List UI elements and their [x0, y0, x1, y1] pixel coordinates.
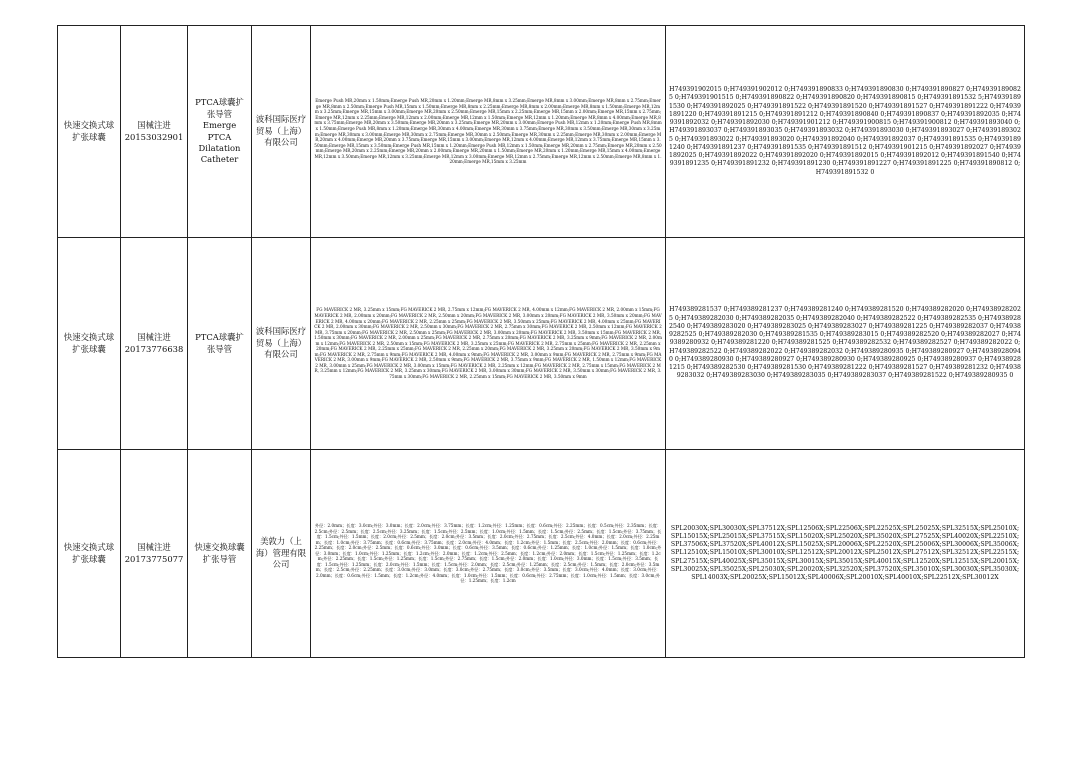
registration-number: 国械注进20153032901 [121, 26, 188, 238]
spec-list: Emerge Push MR,20mm x 1.50mm;Emerge Push MR,20mm x 1.20mm;Emerge MR,8mm x 3.25mm;Emerge MR,8mm x 3.00mm;Emerge MR,8mm x 2.75mm;Emerge MR,8mm x 2.50mm;Emerge Push MR,15mm x 1.50mm;Emerge MR,8mm x 2.25mm;Emerge MR,8mm x 2.00mm;Emerge MR,8mm x 1.50mm;Emerge MR,12mm x 3.25mm;Emerge MR,15mm x 3.00mm;Emerge MR,20mm x 2.50mm;Emerge MR,15mm x 2.25mm;Emerge MR,15mm x 2.00mm;Emerge MR,15mm x 2.75mm;Emerge MR,12mm x 2.25mm;Emerge MR,12mm x 2.00mm;Emerge MR,12mm x 1.50mm;Emerge MR,12mm x 1.20mm;Emerge MR,8mm x 4.00mm;Emerge MR,8mm x 3.75mm;Emerge MR,20mm x 3.50mm;Emerge MR,20mm x 3.25mm;Emerge MR,20mm x 3.00mm;Emerge Push MR,12mm x 1.20mm;Emerge Push MR,8mm x 1.50mm;Emerge Push MR,8mm x 1.20mm;Emerge MR,30mm x 4.00mm;Emerge MR,30mm x 3.75mm;Emerge MR,30mm x 3.50mm;Emerge MR,30mm x 3.25mm;Emerge MR,30mm x 3.00mm;Emerge MR,30mm x 2.75mm;Emerge MR,30mm x 2.50mm;Emerge MR,30mm x 2.25mm;Emerge MR,30mm x 2.00mm;Emerge MR,20mm x 4.00mm;Emerge MR,20mm x 3.75mm;Emerge MR,15mm x 3.00mm;Emerge MR,12mm x 4.00mm;Emerge MR,12mm x 3.75mm;Emerge MR,15mm x 3.50mm;Emerge MR,15mm x 3.50mm;Emerge Push MR,15mm x 1.20mm;Emerge Push MR,12mm x 1.50mm;Emerge MR,20mm x 2.75mm;Emerge MR,20mm x 2.50mm;Emerge MR,20mm x 2.25mm;Emerge MR,20mm x 2.00mm;Emerge MR,20mm x 1.50mm;Emerge MR,20mm x 1.20mm;Emerge MR,15mm x 4.00mm;Emerge MR,12mm x 3.50mm;Emerge MR,12mm x 3.25mm;Emerge MR,12mm x 3.00mm;Emerge MR,12mm x 2.75mm;Emerge MR,12mm x 2.50mm;Emerge MR,8mm x 1.20mm;Emerge MR,15mm x 3.25mm [311, 26, 666, 238]
spec-list: FG MAVERICK 2 MR, 3.25mm x 15mm;FG MAVERICK 2 MR, 2.75mm x 12mm;FG MAVERICK 2 MR, 4.00mm x 12mm;FG MAVERICK 2 MR, 2.00mm x 15mm;FG MAVERICK 2 MR, 2.00mm x 20mm;FG MAVERICK 2 MR, 2.50mm x 20mm;FG MAVERICK 2 MR, 3.00mm x 20mm;FG MAVERICK 2 MR, 3.50mm x 20mm;FG MAVERICK 2 MR, 4.00mm x 20mm;FG MAVERICK 2 MR, 2.25mm x 25mm;FG MAVERICK 2 MR, 3.50mm x 25mm;FG MAVERICK 2 MR, 4.00mm x 25mm;FG MAVERICK 2 MR, 2.00mm x 30mm;FG MAVERICK 2 MR, 2.50mm x 30mm;FG MAVERICK 2 MR, 2.75mm x 30mm;FG MAVERICK 2 MR, 2.50mm x 12mm;FG MAVERICK 2 MR, 3.75mm x 20mm;FG MAVERICK 2 MR, 2.50mm x 25mm;FG MAVERICK 2 MR, 3.00mm x 20mm;FG MAVERICK 2 MR, 3.50mm x 15mm;FG MAVERICK 2 MR, 1.50mm x 30mm;FG MAVERICK 2 MR, 2.00mm x 25mm;FG MAVERICK 2 MR, 2.75mm x 20mm;FG MAVERICK 2 MR, 3.25mm x 9mm;FG MAVERICK 2 MR, 2.00mm x 12mm;FG MAVERICK 2 MR, 2.50mm x 15mm;FG MAVERICK 2 MR, 3.25mm x 25mm;FG MAVERICK 2 MR, 2.75mm x 25mm;FG MAVERICK 2 MR, 2.25mm x 20mm;FG MAVERICK 2 MR, 2.25mm x 25mm;FG MAVERICK 2 MR, 2.25mm x 20mm;FG MAVERICK 2 MR, 3.25mm x 20mm;FG MAVERICK 2 MR, 3.50mm x 9mm;FG MAVERICK 2 MR, 2.75mm x 9mm;FG MAVERICK 2 MR, 4.00mm x 9mm;FG MAVERICK 2 MR, 3.00mm x 9mm;FG MAVERICK 2 MR, 2.75mm x 9mm;FG MAVERICK 2 MR, 3.00mm x 9mm;FG MAVERICK 2 MR, 2.50mm x 9mm;FG MAVERICK 2 MR, 3.75mm x 9mm;FG MAVERICK 2 MR, 1.50mm x 12mm;FG MAVERICK 2 MR, 3.00mm x 25mm;FG MAVERICK 2 MR, 3.00mm x 15mm;FG MAVERICK 2 MR, 2.25mm x 12mm;FG MAVERICK 2 MR, 2.75mm x 15mm;FG MAVERICK 2 MR, 3.25mm x 12mm;FG MAVERICK 2 MR, 3.25mm x 30mm;FG MAVERICK 2 MR, 3.00mm x 30mm;FG MAVERICK 2 MR, 3.50mm x 30mm;FG MAVERICK 2 MR, 3.75mm x 30mm;FG MAVERICK 2 MR, 2.25mm x 15mm;FG MAVERICK 2 MR, 3.50mm x 9mm [311, 238, 666, 450]
table-row [58, 238, 1025, 450]
registration-number: 国械注进20173775077 [121, 450, 188, 658]
product-code-list: H749391902015 0;H749391902012 0;H749391890833 0;H749391890830 0;H749391890827 0;H749391890825 0;H749391901515 0;H749391890822 0;H749391890820 0;H749391890815 0;H749391891532 5;H749391891530 0;H749391892025 0;H749391891522 0;H749391891520 0;H749391891527 0;H749391891222 0;H749391891220 0;H749391891215 0;H749391891212 0;H749391890840 0;H749391890837 0;H749391892035 0;H749391892032 0;H749391892030 0;H749391901212 0;H749391900815 0;H749391900812 0;H749391893040 0;H749391893037 0;H749391893035 0;H749391893032 0;H749391893030 0;H749391893027 0;H749391893025 0;H749391893022 0;H749391893020 0;H749391892040 0;H749391892037 0;H749391891535 0;H749391891240 0;H749391891237 0;H749391891535 0;H749391891512 0;H749391901215 0;H749391892027 0;H749391892025 0;H749391892022 0;H749391892020 0;H749391892015 0;H749391892012 0;H749391891540 0;H749391891235 0;H749391891232 0;H749391891230 0;H749391891227 0;H749391891225 0;H749391890812 0;H749391891532 0 [666, 26, 1025, 238]
agent-company: 波科国际医疗贸易（上海）有限公司 [252, 26, 311, 238]
device-name: 快速交换式球扩张球囊 [58, 450, 121, 658]
product-name: PTCA球囊扩张导管 [188, 238, 252, 450]
product-name: 快速交换球囊扩张导管 [188, 450, 252, 658]
product-code-list: SPL20030X;SPL30030X;SPL37512X;SPL12506X;SPL22506X;SPL22525X;SPL25025X;SPL32515X;SPL25010X;SPL15015X;SPL25015X;SPL37515X;SPL15020X;SPL25020X;SPL35020X;SPL27525X;SPL40020X;SPL22510X;SPL37506X;SPL37520X;SPL40012X;SPL15025X;SPL20006X;SPL22520X;SPL25006X;SPL30006X;SPL35006X;SPL12510X;SPL15010X;SPL30010X;SPL12512X;SPL20012X;SPL25012X;SPL27512X;SPL32512X;SPL22515X;SPL27515X;SPL40025X;SPL35015X;SPL30015X;SPL35015X;SPL40015X;SPL12520X;SPL12515X;SPL20015X;SPL30025X;SPL35025X;SPL25030X;SPL20020X;SPL32520X;SPL37520X;SPL35010X;SPL30030X;SPL35030X;SPL14003X;SPL20025X;SPL15012X;SPL40006X;SPL20010X;SPL40010X;SPL22512X;SPL30012X [666, 450, 1025, 658]
product-code-list: H749389281537 0;H749389281237 0;H749389281240 0;H749389281520 0;H749389282020 0;H749389282025 0;H749389282030 0;H749389282035 0;H749389282040 0;H749389282522 0;H749389282535 0;H749389282540 0;H749389283020 0;H749389283025 0;H749389283027 0;H749389281225 0;H749389282037 0;H749389282525 0;H749389282030 0;H749389281535 0;H749389283015 0;H749389282520 0;H749389282027 0;H749389280932 0;H749389281220 0;H749389281525 0;H749389282532 0;H749389282527 0;H749389282022 0;H749389282522 0;H749389282022 0;H749389282032 0;H749389280935 0;H749389280927 0;H749389280940 0;H749389280930 0;H749389280927 0;H749389280930 0;H749389280925 0;H749389280937 0;H749389281215 0;H749389282530 0;H749389281530 0;H749389281222 0;H749389281527 0;H749389281232 0;H749389283032 0;H749389283030 0;H749389283035 0;H749389283037 0;H749389281522 0;H749389280935 0 [666, 238, 1025, 450]
device-name: 快速交换式球扩张球囊 [58, 26, 121, 238]
product-name: PTCA球囊扩张导管Emerge PTCA Dilatation Catheter [188, 26, 252, 238]
device-name: 快速交换式球扩张球囊 [58, 238, 121, 450]
agent-company: 波科国际医疗贸易（上海）有限公司 [252, 238, 311, 450]
table-row [58, 26, 1025, 238]
registration-number: 国械注进20173776638 [121, 238, 188, 450]
agent-company: 美敦力（上海）管理有限公司 [252, 450, 311, 658]
device-table [57, 25, 1025, 658]
spec-list: 外径：2.0mm；长度：3.0cm;外径：3.0mm；长度：2.0cm;外径：3.75mm；长度：1.2cm;外径：1.25mm；长度：0.6cm;外径：2.25mm；长度：0.5cm;外径：2.35mm；长度：2.5cm;外径：2.5mm；长度：2.5cm;外径：3.25mm；长度：1.5cm;外径：2.5mm；长度：1.0cm;外径：1.5mm；长度：1.5cm;外径：2.5mm；长度：1.5cm;外径：3.75mm；长度：1.5cm;外径：1.5mm；长度：2.0cm;外径：2.5mm；长度：2.0cm;外径：3.5mm；长度：2.0cm;外径：2.75mm；长度：2.5cm;外径：4.0mm；长度：2.0cm;外径：2.25mm；长度：1.0cm;外径：3.75mm；长度：0.6cm;外径：3.75mm；长度：2.0cm;外径：4.0mm；长度：1.2cm;外径：1.5mm；长度：2.5cm;外径：2.0mm；长度：0.6cm;外径：2.25mm；长度：2.0cm;外径：2.5mm；长度：0.6cm;外径：3.0mm；长度：0.6cm;外径：3.5mm；长度：0.6cm;外径：1.25mm；长度：1.0cm;外径：1.5mm；长度：1.0cm;外径：3.0mm；长度：1.0cm;外径：1.25mm；长度：1.2cm;外径：2.0mm；长度：1.2cm;外径：2.5mm；长度：1.2cm;外径：2.0mm；长度：1.5cm;外径：1.25mm；长度：1.2cm;外径：2.25mm；长度：1.5cm;外径：1.25mm；长度：1.5cm;外径：2.75mm；长度：1.5cm;外径：2.0mm；长度：1.0cm;外径：3.0mm；长度：1.5cm;外径：3.5mm；长度：1.5cm;外径：1.25mm；长度：2.0cm;外径：1.5mm；长度：1.5cm;外径：2.0mm；长度：2.5cm;外径：1.25mm；长度：2.5cm;外径：1.5mm；长度：2.0cm;外径：3.5mm；长度：2.5cm;外径：2.25mm；长度：3.0cm;外径：3.0mm；长度：3.0cm;外径：2.75mm；长度：3.0cm;外径：3.5mm；长度：3.0cm;外径：4.0mm；长度：3.0cm;外径：2.0mm；长度：0.6cm;外径：1.5mm；长度：1.2cm;外径：4.0mm；长度：1.0cm;外径：1.5mm；长度：0.6cm;外径：2.75mm；长度：1.0cm;外径：1.5mm；长度：3.0cm;外径：1.25mm；长度：1.2cm [311, 450, 666, 658]
table-row [58, 450, 1025, 658]
